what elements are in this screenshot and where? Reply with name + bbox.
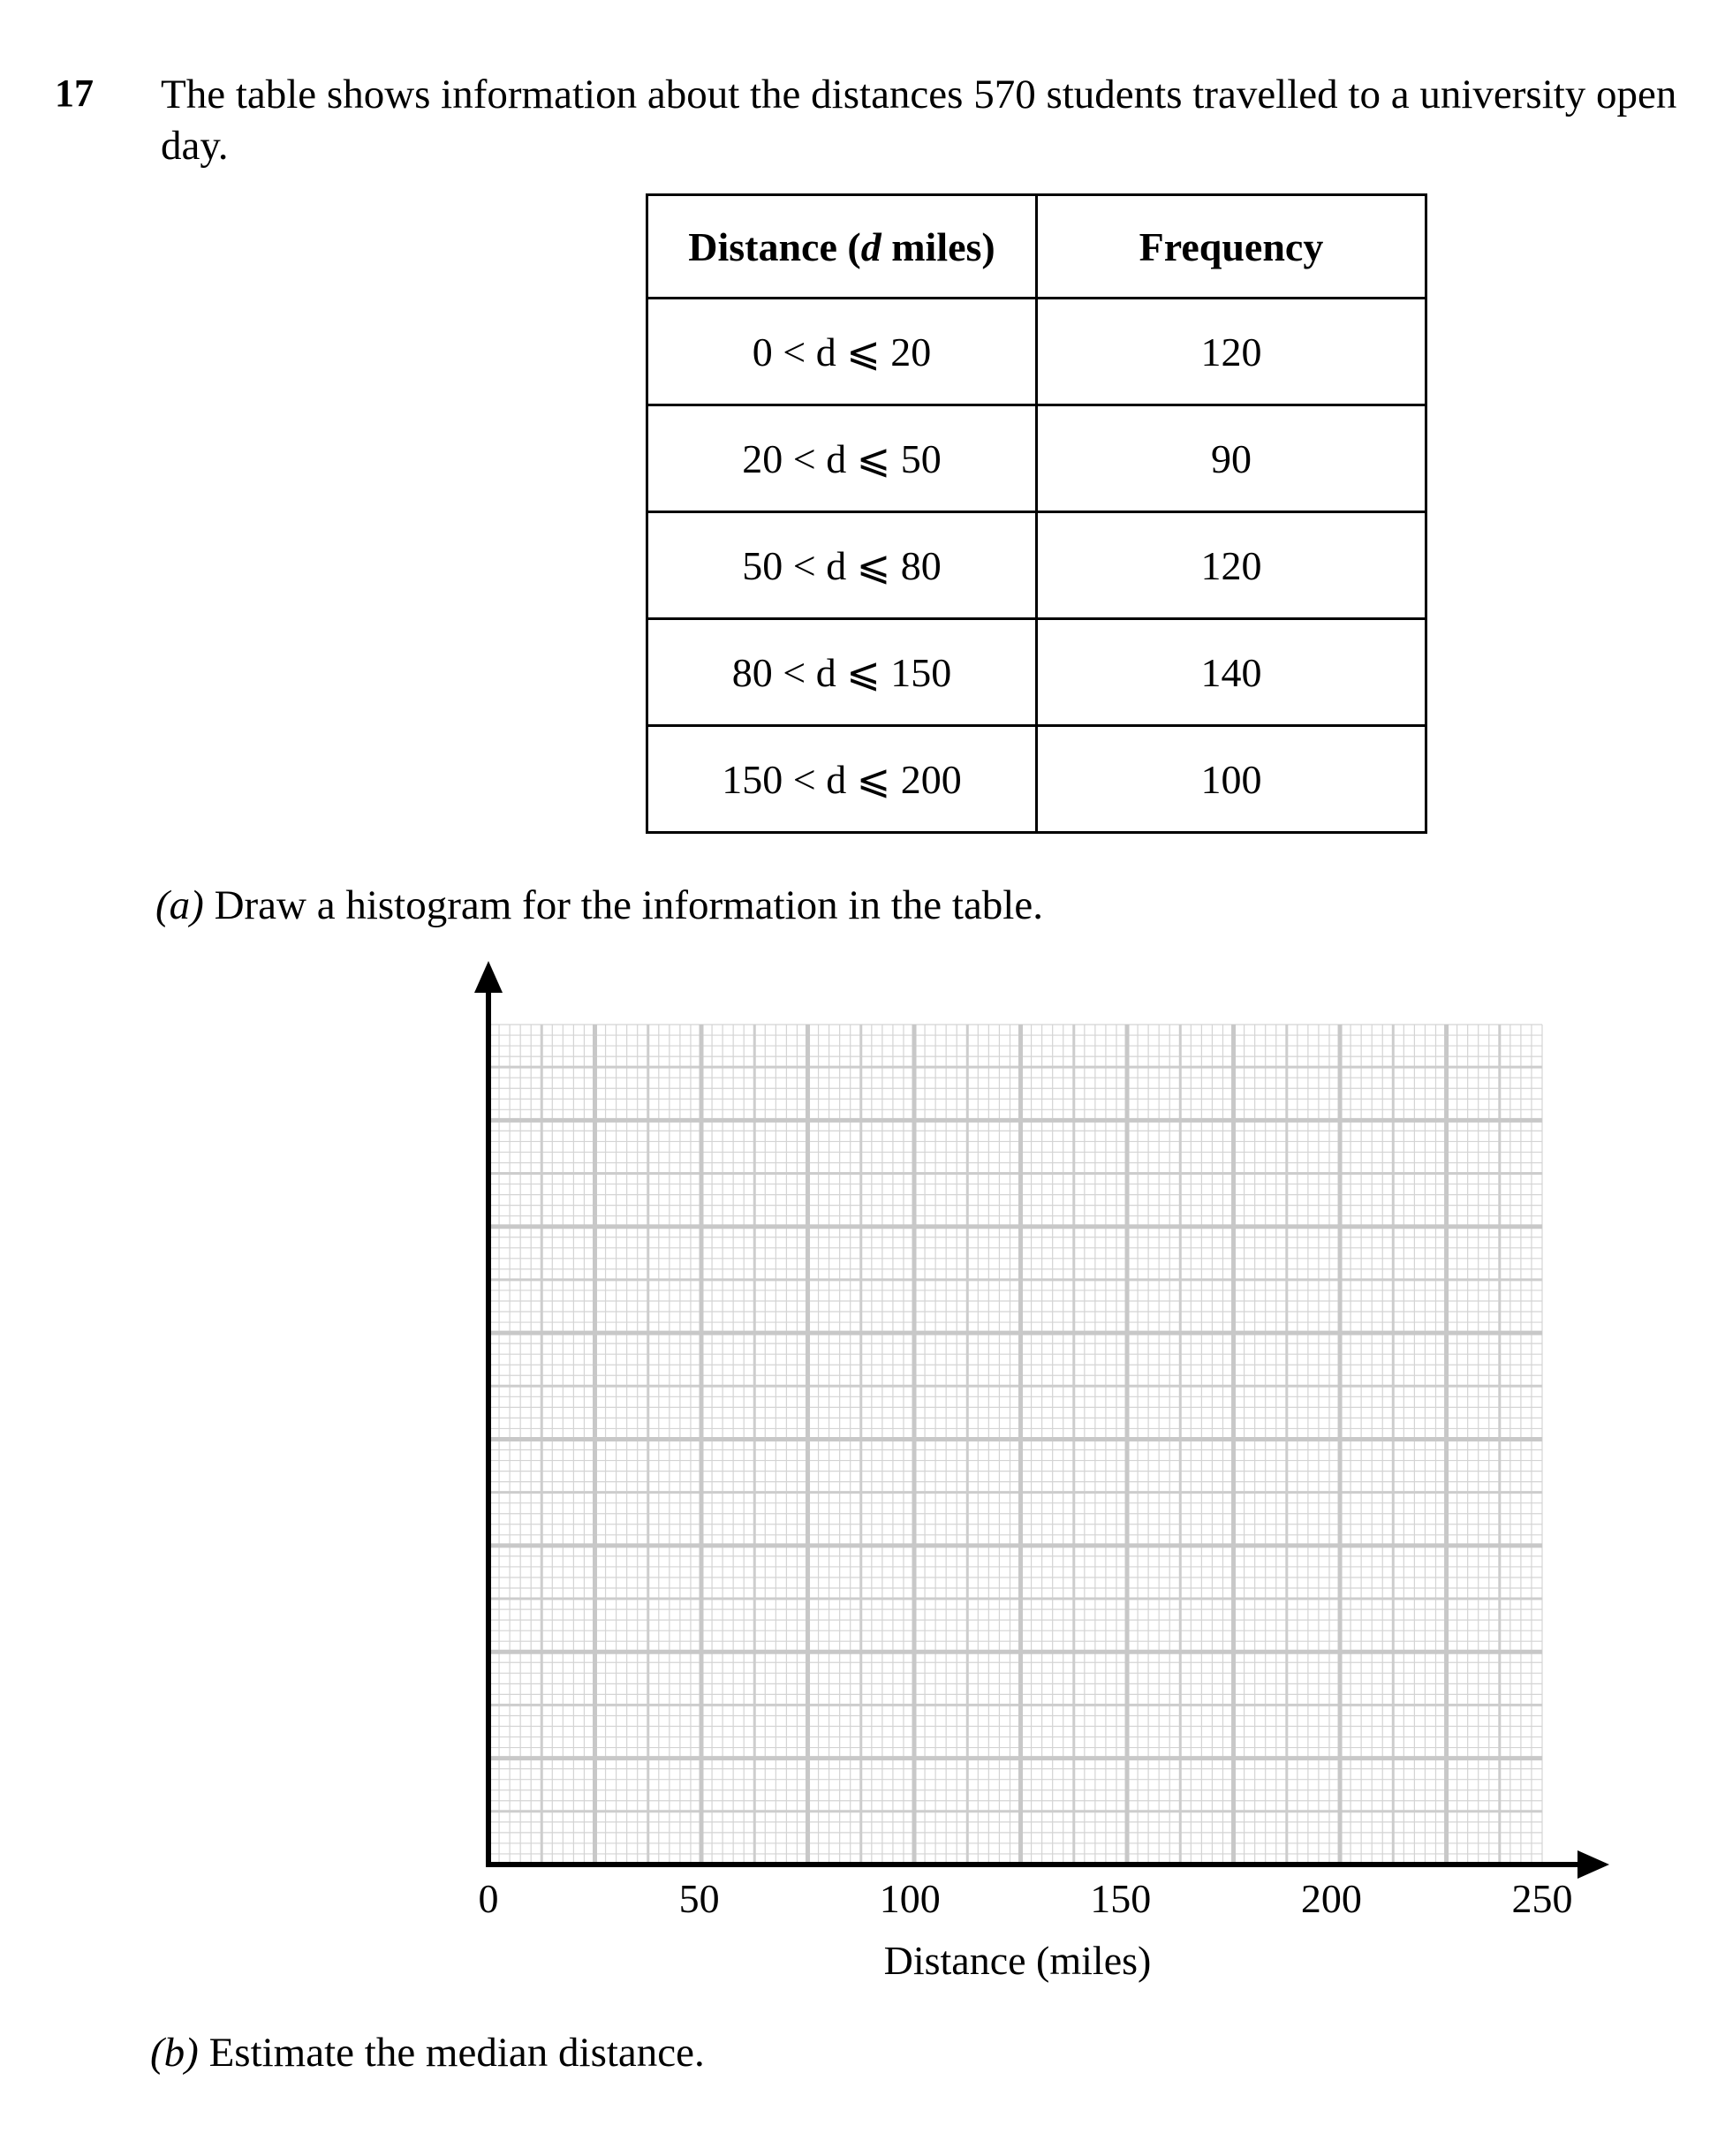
distance-cell: 0 < d ⩽ 20: [647, 299, 1037, 405]
x-tick-label: 250: [1511, 1876, 1573, 1921]
frequency-cell: 140: [1037, 619, 1426, 726]
grid-fine: [488, 1025, 1542, 1865]
x-axis-arrow: [1577, 1850, 1609, 1879]
x-tick-label: 100: [879, 1876, 941, 1921]
y-axis-arrow: [474, 961, 503, 993]
frequency-cell: 100: [1037, 726, 1426, 833]
question-number: 17: [55, 72, 94, 115]
distance-cell: 80 < d ⩽ 150: [647, 619, 1037, 726]
frequency-cell: 90: [1037, 405, 1426, 512]
distance-cell: 50 < d ⩽ 80: [647, 512, 1037, 619]
question-text: The table shows information about the distances 570 students travelled to a university open day.: [161, 72, 1677, 169]
frequency-cell: 120: [1037, 512, 1426, 619]
distance-header: Distance (d miles): [647, 195, 1037, 299]
distance-cell: 20 < d ⩽ 50: [647, 405, 1037, 512]
part-b: [150, 2029, 705, 2077]
x-tick-label: 50: [678, 1876, 720, 1921]
x-axis-label: Distance (miles): [883, 1938, 1152, 1983]
x-tick-label: 150: [1090, 1876, 1152, 1921]
part-b-label: (b): [150, 2030, 199, 2076]
frequency-header: Frequency: [1037, 195, 1426, 299]
part-a-label: (a): [155, 882, 204, 928]
x-tick-label: 0: [478, 1876, 499, 1921]
part-b-text: Estimate the median distance.: [208, 2030, 705, 2076]
x-tick-label: 200: [1300, 1876, 1362, 1921]
x-tick-labels: [479, 1876, 1573, 1921]
frequency-cell: 120: [1037, 299, 1426, 405]
part-a-text: Draw a histogram for the information in the table.: [214, 882, 1043, 928]
grid-medium: [488, 1025, 1542, 1865]
grid-major: [488, 1025, 1542, 1865]
distance-cell: 150 < d ⩽ 200: [647, 726, 1037, 833]
